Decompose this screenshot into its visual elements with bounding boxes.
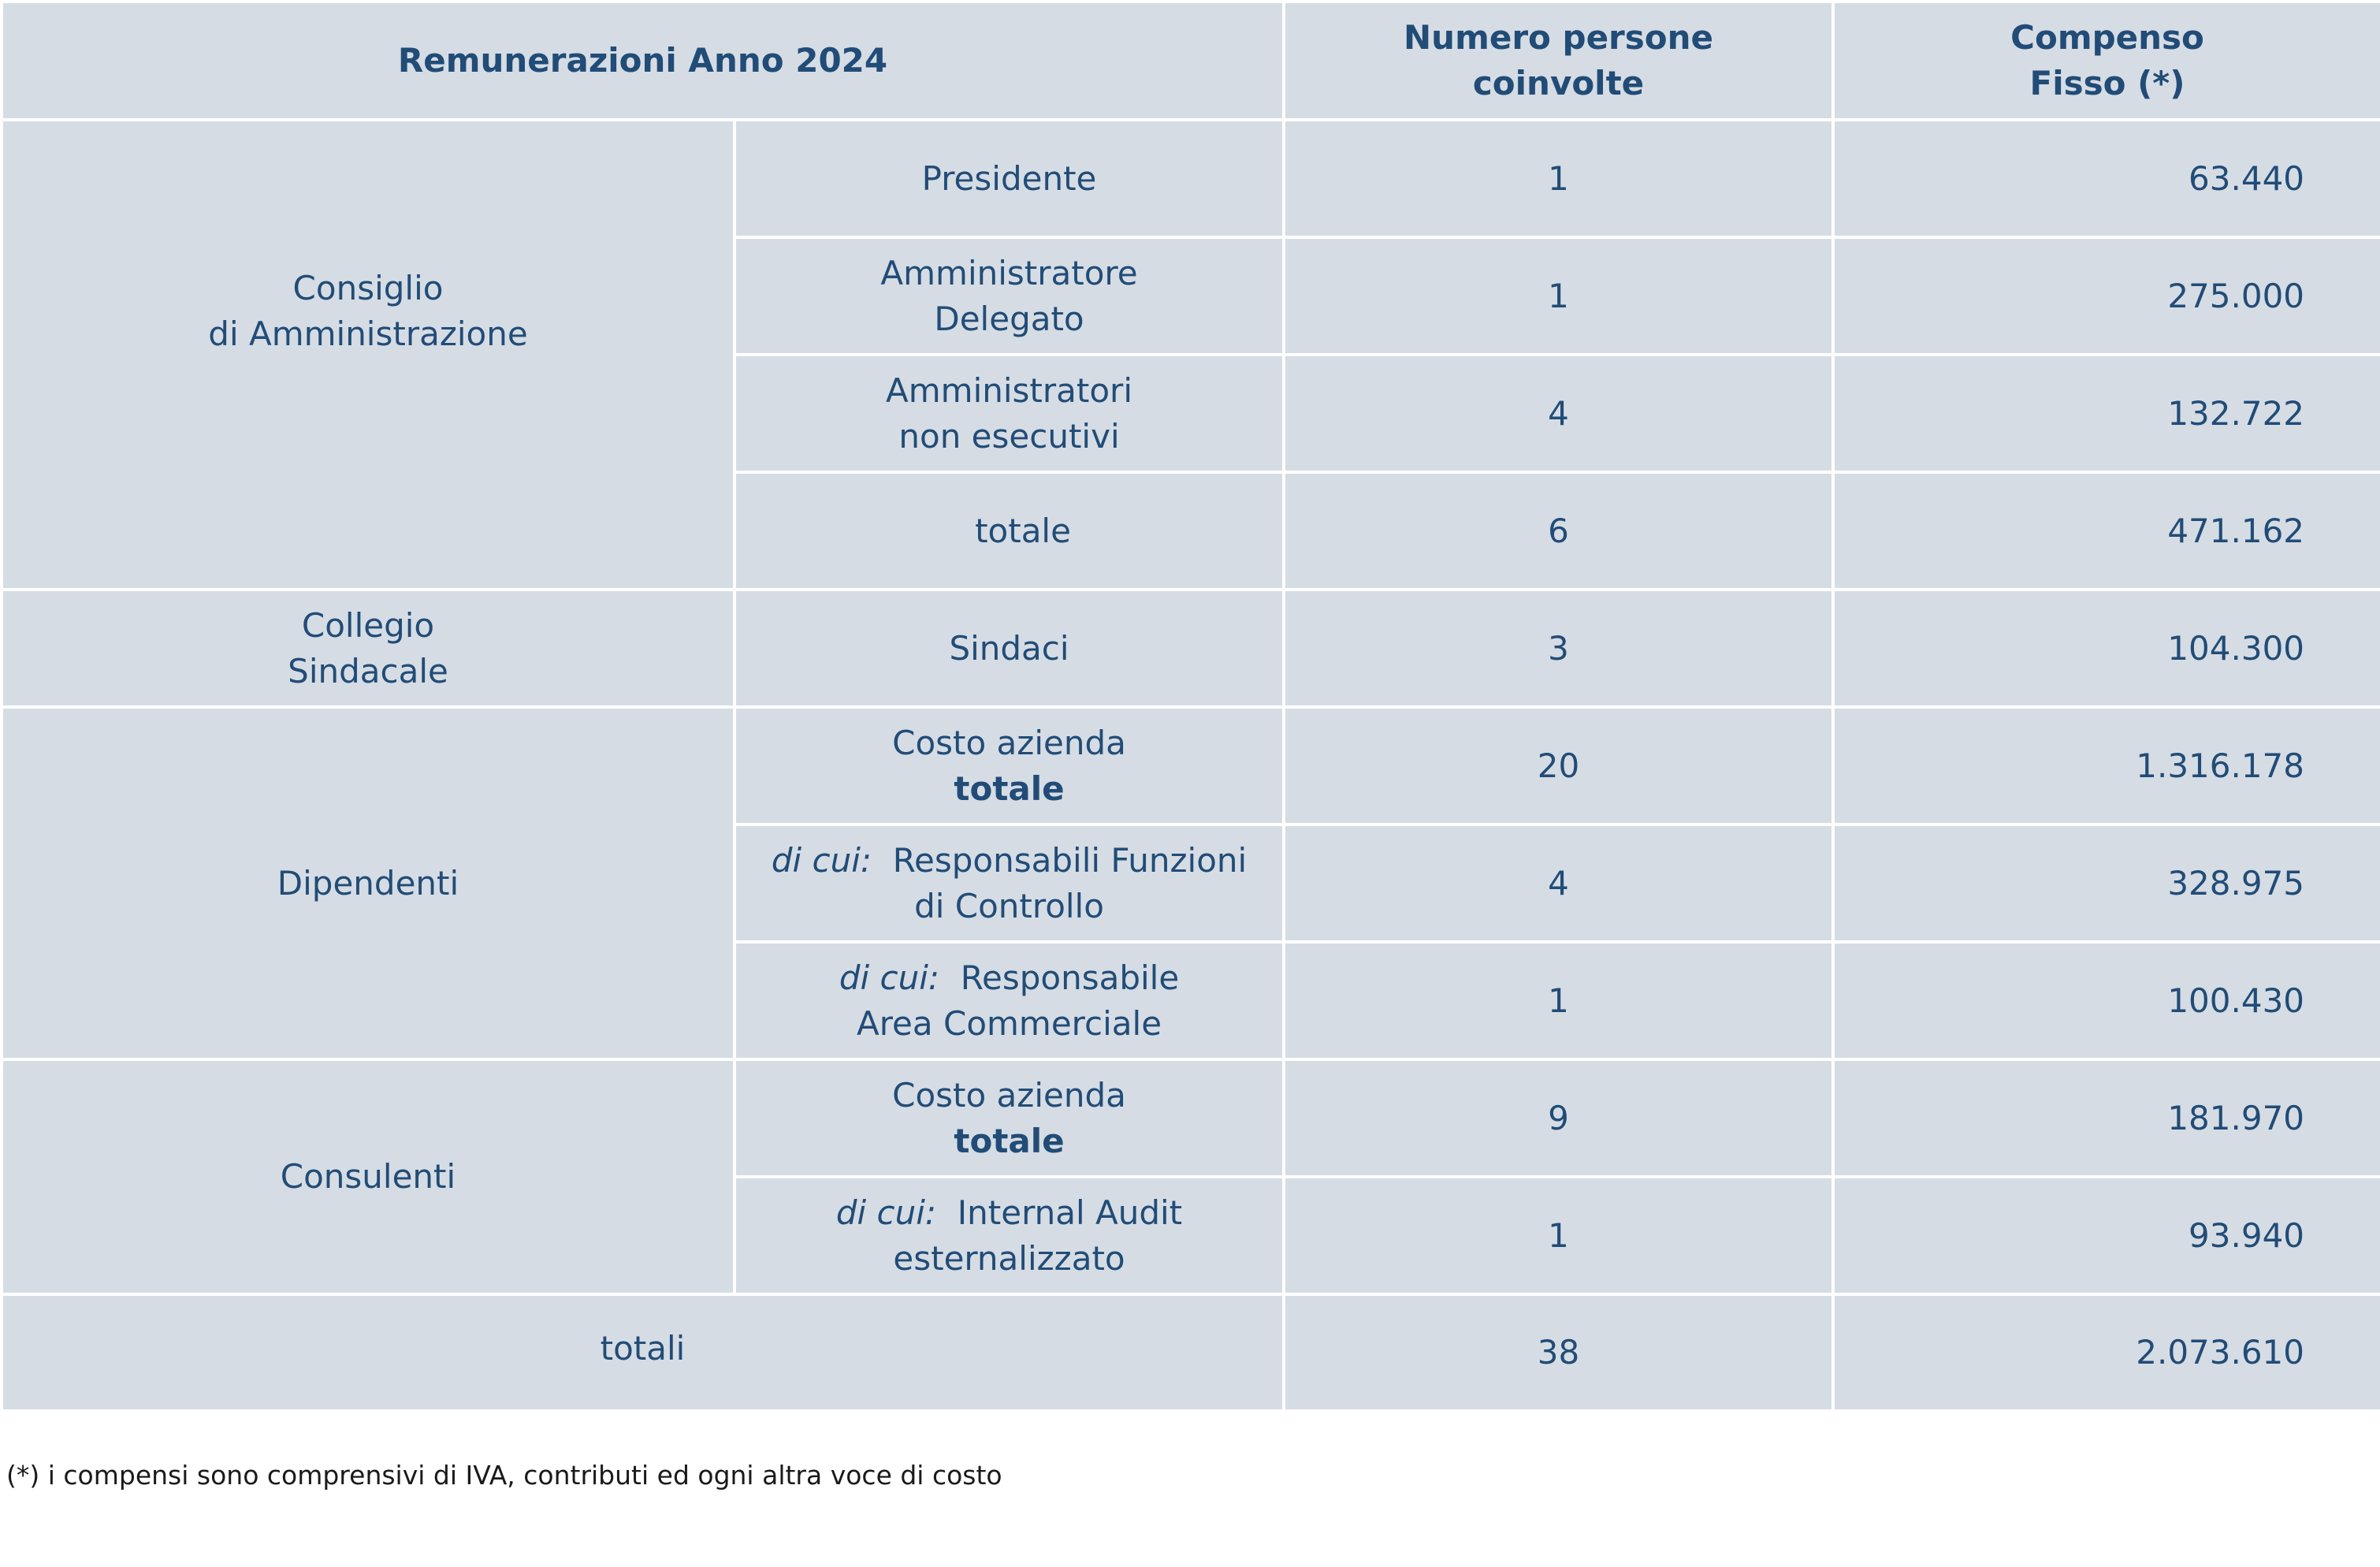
totals-row [2,1294,2380,1411]
table-row [2,1059,2380,1177]
row-label: di cui: Responsabile Area Commerciale [734,942,1284,1059]
totals-compenso: 2.073.610 [1833,1294,2380,1411]
group-collegio: Collegio Sindacale [2,590,734,707]
row-compenso: 100.430 [1833,942,2380,1059]
row-persone: 9 [1284,1059,1833,1177]
table-row [2,590,2380,707]
row-compenso: 328.975 [1833,824,2380,942]
table-title: Remunerazioni Anno 2024 [2,2,1284,120]
row-label: Sindaci [734,590,1284,707]
row-persone: 1 [1284,1177,1833,1294]
row-label: Amministratore Delegato [734,237,1284,355]
col-header-persone: Numero persone coinvolte [1284,2,1833,120]
row-label: di cui: Internal Audit esternalizzato [734,1177,1284,1294]
row-persone: 4 [1284,355,1833,472]
col-header-compenso: Compenso Fisso (*) [1833,2,2380,120]
row-persone: 1 [1284,237,1833,355]
row-label: Presidente [734,120,1284,237]
row-compenso: 471.162 [1833,472,2380,590]
row-label: Amministratori non esecutivi [734,355,1284,472]
row-persone: 6 [1284,472,1833,590]
row-persone: 4 [1284,824,1833,942]
row-label: Costo azienda totale [734,707,1284,824]
row-compenso: 1.316.178 [1833,707,2380,824]
row-label: Costo azienda totale [734,1059,1284,1177]
totals-label: totali [2,1294,1284,1411]
row-persone: 1 [1284,942,1833,1059]
row-compenso: 132.722 [1833,355,2380,472]
row-compenso: 275.000 [1833,237,2380,355]
row-persone: 3 [1284,590,1833,707]
table-row [2,120,2380,237]
group-dipendenti: Dipendenti [2,707,734,1059]
group-cda: Consiglio di Amministrazione [2,120,734,590]
table-row [2,707,2380,824]
row-persone: 1 [1284,120,1833,237]
row-compenso: 93.940 [1833,1177,2380,1294]
row-persone: 20 [1284,707,1833,824]
group-consulenti: Consulenti [2,1059,734,1294]
row-label: totale [734,472,1284,590]
row-label: di cui: Responsabili Funzioni di Controllo [734,824,1284,942]
footnote: (*) i compensi sono comprensivi di IVA, contributi ed ogni altra voce di costo [6,1460,1002,1491]
row-compenso: 181.970 [1833,1059,2380,1177]
header-row [2,2,2380,120]
row-compenso: 104.300 [1833,590,2380,707]
row-compenso: 63.440 [1833,120,2380,237]
totals-persone: 38 [1284,1294,1833,1411]
